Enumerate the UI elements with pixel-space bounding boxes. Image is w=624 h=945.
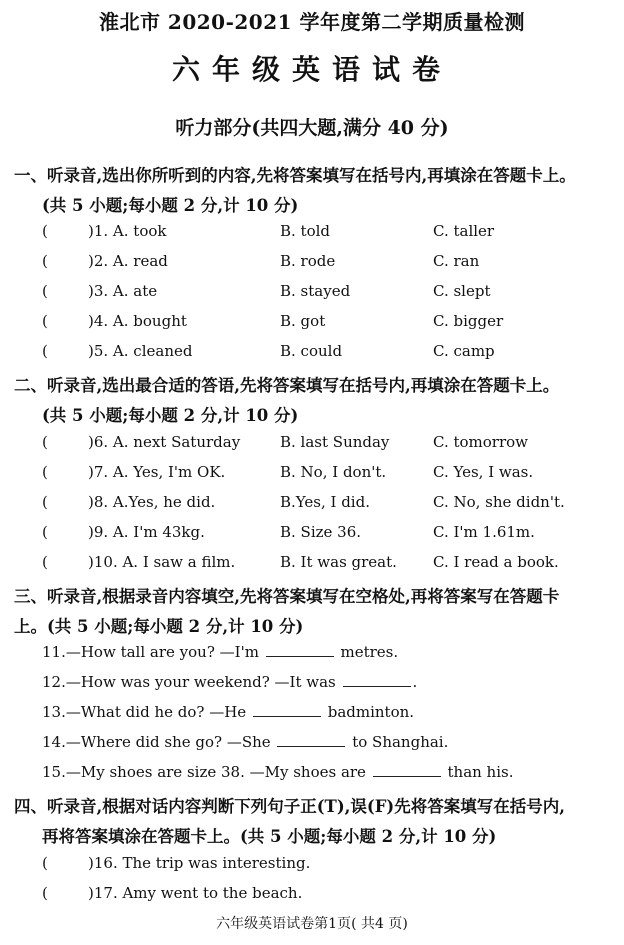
option-a: )6. A. next Saturday bbox=[88, 433, 241, 451]
fill-suffix: metres. bbox=[340, 643, 399, 661]
statement: )16. The trip was interesting. bbox=[88, 854, 311, 872]
answer-blank[interactable] bbox=[253, 704, 321, 717]
section-3-heading-cont: 上。(共 5 小题;每小题 2 分,计 10 分) bbox=[14, 617, 304, 636]
option-c: C. Yes, I was. bbox=[433, 463, 534, 481]
option-b: B. It was great. bbox=[280, 553, 397, 571]
section-1-note: (共 5 小题;每小题 2 分,计 10 分) bbox=[42, 196, 299, 215]
section-2-note: (共 5 小题;每小题 2 分,计 10 分) bbox=[42, 406, 299, 425]
statement: )17. Amy went to the beach. bbox=[88, 884, 303, 902]
fill-suffix: . bbox=[412, 673, 418, 691]
fill-item-12 bbox=[0, 673, 624, 693]
answer-bracket: ( bbox=[42, 463, 48, 481]
option-b: B. Size 36. bbox=[280, 523, 362, 541]
page-footer: 六年级英语试卷第1页( 共4 页) bbox=[216, 916, 408, 932]
option-a: )10. A. I saw a film. bbox=[88, 553, 236, 571]
option-c: C. camp bbox=[433, 342, 495, 360]
answer-blank[interactable] bbox=[373, 764, 441, 777]
section-4-heading: 四、听录音,根据对话内容判断下列句子正(T),误(F)先将答案填写在括号内, bbox=[14, 797, 565, 816]
option-b: B.Yes, I did. bbox=[280, 493, 370, 511]
option-b: B. told bbox=[280, 222, 331, 240]
answer-bracket: ( bbox=[42, 222, 48, 240]
option-c: C. slept bbox=[433, 282, 491, 300]
option-c: C. tomorrow bbox=[433, 433, 529, 451]
answer-bracket: ( bbox=[42, 342, 48, 360]
answer-bracket: ( bbox=[42, 854, 48, 872]
fill-prompt: 12.—How was your weekend? —It was bbox=[42, 673, 336, 691]
section-3-heading: 三、听录音,根据录音内容填空,先将答案填写在空格处,再将答案写在答题卡 bbox=[14, 587, 560, 606]
option-b: B. could bbox=[280, 342, 343, 360]
option-a: )3. A. ate bbox=[88, 282, 158, 300]
answer-bracket: ( bbox=[42, 553, 48, 571]
answer-blank[interactable] bbox=[277, 734, 345, 747]
answer-bracket: ( bbox=[42, 312, 48, 330]
answer-blank[interactable] bbox=[266, 644, 334, 657]
option-c: C. ran bbox=[433, 252, 480, 270]
fill-suffix: badminton. bbox=[327, 703, 415, 721]
option-a: )2. A. read bbox=[88, 252, 168, 270]
option-c: C. I read a book. bbox=[433, 553, 559, 571]
answer-bracket: ( bbox=[42, 523, 48, 541]
option-c: C. bigger bbox=[433, 312, 504, 330]
section-2-heading: 二、听录音,选出最合适的答语,先将答案填写在括号内,再填涂在答题卡上。 bbox=[14, 376, 560, 395]
section-1-heading: 一、听录音,选出你所听到的内容,先将答案填写在括号内,再填涂在答题卡上。 bbox=[14, 166, 576, 185]
option-a: )5. A. cleaned bbox=[88, 342, 193, 360]
option-c: C. No, she didn't. bbox=[433, 493, 565, 511]
option-c: C. taller bbox=[433, 222, 495, 240]
answer-bracket: ( bbox=[42, 493, 48, 511]
exam-title: 淮北市 2020-2021 学年度第二学期质量检测 bbox=[98, 10, 526, 34]
option-b: B. stayed bbox=[280, 282, 351, 300]
fill-item-14 bbox=[0, 733, 624, 753]
fill-suffix: to Shanghai. bbox=[352, 733, 449, 751]
option-a: )4. A. bought bbox=[88, 312, 187, 330]
answer-bracket: ( bbox=[42, 884, 48, 902]
fill-suffix: than his. bbox=[447, 763, 514, 781]
option-a: )8. A.Yes, he did. bbox=[88, 493, 216, 511]
option-c: C. I'm 1.61m. bbox=[433, 523, 535, 541]
option-a: )7. A. Yes, I'm OK. bbox=[88, 463, 226, 481]
fill-item-11 bbox=[0, 643, 624, 663]
option-b: B. rode bbox=[280, 252, 336, 270]
option-b: B. last Sunday bbox=[280, 433, 390, 451]
fill-item-13 bbox=[0, 703, 624, 723]
option-b: B. got bbox=[280, 312, 326, 330]
exam-subtitle: 六年级英语试卷 bbox=[171, 53, 452, 86]
fill-prompt: 15.—My shoes are size 38. —My shoes are bbox=[42, 763, 366, 781]
fill-prompt: 13.—What did he do? —He bbox=[42, 703, 247, 721]
option-a: )1. A. took bbox=[88, 222, 167, 240]
option-b: B. No, I don't. bbox=[280, 463, 387, 481]
fill-prompt: 11.—How tall are you? —I'm bbox=[42, 643, 259, 661]
fill-prompt: 14.—Where did she go? —She bbox=[42, 733, 271, 751]
option-a: )9. A. I'm 43kg. bbox=[88, 523, 205, 541]
answer-blank[interactable] bbox=[343, 674, 411, 687]
answer-bracket: ( bbox=[42, 282, 48, 300]
fill-item-15 bbox=[0, 763, 624, 783]
section-4-heading-cont: 再将答案填涂在答题卡上。(共 5 小题;每小题 2 分,计 10 分) bbox=[42, 827, 497, 846]
answer-bracket: ( bbox=[42, 252, 48, 270]
part-heading: 听力部分(共四大题,满分 40 分) bbox=[175, 117, 449, 139]
answer-bracket: ( bbox=[42, 433, 48, 451]
